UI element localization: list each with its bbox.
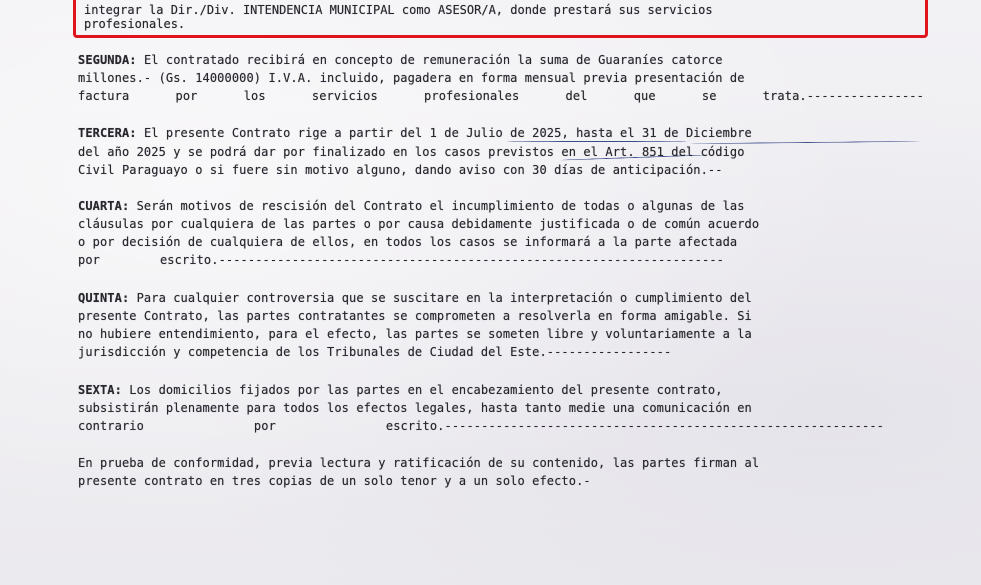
- closing-line-2: presente contrato en tres copias de un solo tenor y a un solo efecto.-: [78, 474, 591, 488]
- segunda-line-3: [78, 88, 924, 104]
- highlight-box: [73, 0, 928, 38]
- word: trata.----------------: [762, 89, 924, 103]
- sexta-line-1: [78, 382, 924, 398]
- word: factura: [78, 89, 130, 103]
- highlight-line-1: integrar la Dir./Div. INTENDENCIA MUNICIPAL como ASESOR/A, donde prestará sus servicios: [84, 3, 713, 17]
- word: por: [175, 89, 198, 103]
- word: del: [565, 89, 588, 103]
- cuarta-text-1: Serán motivos de rescisión del Contrato el incumplimiento de todas o algunas de las: [136, 199, 745, 213]
- word: contrario: [78, 419, 144, 433]
- quinta-label: QUINTA:: [78, 291, 130, 305]
- word: por: [253, 419, 276, 433]
- tercera-line-2: del año 2025 y se podrá dar por finalizado en los casos previstos en el Art. 851 del código: [78, 145, 745, 159]
- quinta-text-1: Para cualquier controversia que se suscitare en la interpretación o cumplimiento del: [136, 291, 752, 305]
- highlight-line-2: profesionales.: [84, 17, 186, 31]
- sexta-line-3: [78, 418, 924, 434]
- cuarta-line-4: [78, 252, 924, 268]
- word: se: [701, 89, 717, 103]
- quinta-line-3: no hubiere entendimiento, para el efecto, las partes se someten libre y voluntariamente a la: [78, 327, 752, 341]
- closing-line-1: En prueba de conformidad, previa lectura y ratificación de su contenido, las partes firman al: [78, 456, 760, 470]
- word: servicios: [311, 89, 378, 103]
- tercera-label: TERCERA:: [78, 126, 137, 140]
- sexta-label: SEXTA:: [78, 383, 122, 397]
- segunda-line-2: millones.- (Gs. 14000000) I.V.A. incluido, pagadera en forma mensual previa presentación de: [78, 71, 745, 85]
- segunda-line-1: [78, 52, 924, 68]
- cuarta-line-2: cláusulas por cualquiera de las partes o por causa debidamente justificada o de común acuerdo: [78, 217, 760, 231]
- segunda-label: SEGUNDA:: [78, 53, 137, 67]
- sexta-line-2: subsistirán plenamente para todos los efectos legales, hasta tanto medie una comunicación en: [78, 401, 752, 415]
- tercera-line-1: [78, 125, 924, 141]
- quinta-line-4: jurisdicción y competencia de los Tribunales de Ciudad del Este.-----------------: [78, 345, 672, 359]
- word: profesionales: [424, 89, 520, 103]
- word: escrito.---------------------------------------------------------------------: [159, 253, 724, 267]
- word: por: [78, 253, 100, 267]
- pen-underline-date: [507, 141, 687, 142]
- quinta-line-2: presente Contrato, las partes contratantes se comprometen a resolverla en forma amigable. Si: [78, 309, 752, 323]
- cuarta-label: CUARTA:: [78, 199, 130, 213]
- cuarta-line-1: [78, 198, 924, 214]
- word: los: [243, 89, 266, 103]
- word: escrito.------------------------------------------------------------: [385, 419, 884, 433]
- quinta-line-1: [78, 290, 924, 306]
- tercera-text-1: El presente Contrato rige a partir del 1 de Julio de 2025, hasta el 31 de Diciembre: [143, 126, 752, 140]
- word: que: [633, 89, 656, 103]
- sexta-text-1: Los domicilios fijados por las partes en el encabezamiento del presente contrato,: [129, 383, 723, 397]
- tercera-line-3: Civil Paraguayo o si fuere sin motivo alguno, dando aviso con 30 días de anticipación.--: [78, 163, 723, 177]
- cuarta-line-3: o por decisión de cualquiera de ellos, en todos los casos se informará a la parte afectada: [78, 235, 738, 249]
- segunda-text-1: El contratado recibirá en concepto de remuneración la suma de Guaraníes catorce: [143, 53, 723, 67]
